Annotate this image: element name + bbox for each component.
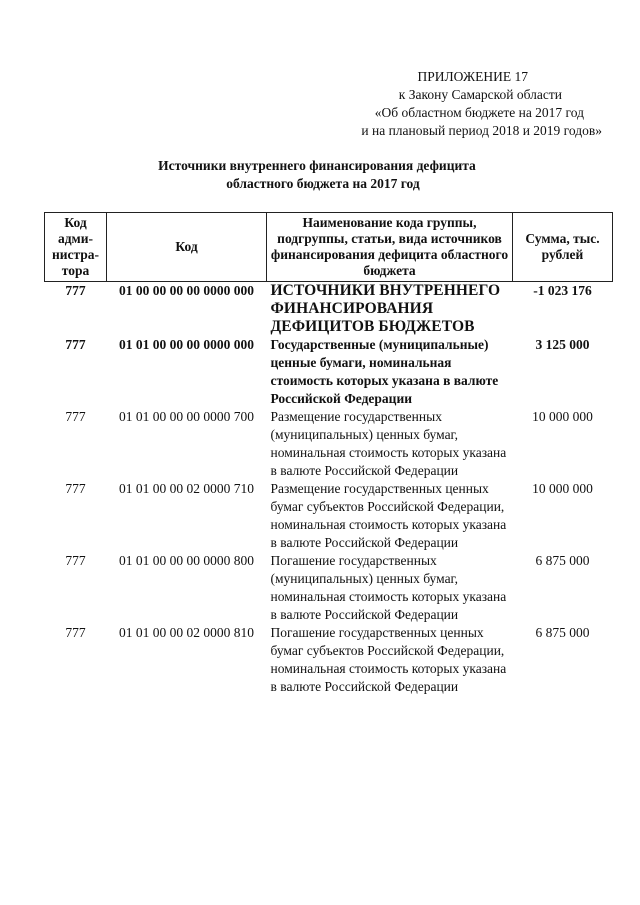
header-sum: Сумма, тыс. рублей xyxy=(513,213,613,282)
financing-sources-table xyxy=(44,212,613,696)
cell-sum: 10 000 000 xyxy=(532,481,593,496)
document-title xyxy=(0,157,640,193)
cell-sum: 10 000 000 xyxy=(532,409,593,424)
cell-name: Размещение государственных (муниципальных) ценных бумаг, номинальная стоимость которых указана в валюте Российской Федерации xyxy=(270,409,507,478)
header-code: Код xyxy=(107,213,267,282)
appendix-block xyxy=(282,68,602,140)
cell-name: Размещение государственных ценных бумаг субъектов Российской Федерации, номинальная стоимость которых указана в валюте Российской Федерации xyxy=(270,481,507,550)
table-row xyxy=(45,480,613,552)
cell-admin: 777 xyxy=(65,283,86,298)
table-row xyxy=(45,336,613,408)
cell-sum: 3 125 000 xyxy=(535,337,590,352)
cell-code: 01 01 00 00 02 0000 810 xyxy=(119,625,254,640)
cell-name: Государственные (муниципальные) ценные бумаги, номинальная стоимость которых указана в валюте Российской Федерации xyxy=(270,337,499,406)
cell-code: 01 01 00 00 00 0000 000 xyxy=(119,337,254,352)
document-title-line-2: областного бюджета на 2017 год xyxy=(226,176,420,191)
table-header-row xyxy=(45,213,613,282)
table-row xyxy=(45,282,613,337)
appendix-number: ПРИЛОЖЕНИЕ 17 xyxy=(417,69,528,84)
document-title-line-1: Источники внутреннего финансирования дефицита xyxy=(158,158,476,173)
cell-name: Погашение государственных ценных бумаг субъектов Российской Федерации, номинальная стоимость которых указана в валюте Российской Федерации xyxy=(270,625,507,694)
cell-admin: 777 xyxy=(65,337,86,352)
table-row xyxy=(45,552,613,624)
cell-sum: -1 023 176 xyxy=(533,283,592,298)
cell-code: 01 01 00 00 00 0000 700 xyxy=(119,409,254,424)
cell-admin: 777 xyxy=(65,553,86,568)
cell-admin: 777 xyxy=(65,409,86,424)
appendix-law-title: «Об областном бюджете на 2017 год xyxy=(374,105,584,120)
cell-sum: 6 875 000 xyxy=(535,625,590,640)
table-row xyxy=(45,408,613,480)
cell-code: 01 01 00 00 02 0000 710 xyxy=(119,481,254,496)
cell-name: ИСТОЧНИКИ ВНУТРЕННЕГО ФИНАНСИРОВАНИЯ ДЕФИЦИТОВ БЮДЖЕТОВ xyxy=(270,282,501,335)
cell-admin: 777 xyxy=(65,481,86,496)
header-name: Наименование кода группы, подгруппы, статьи, вида источников финансирования дефицита областного бюджета xyxy=(267,213,513,282)
cell-name: Погашение государственных (муниципальных) ценных бумаг, номинальная стоимость которых указана в валюте Российской Федерации xyxy=(270,553,507,622)
table-row xyxy=(45,624,613,696)
cell-code: 01 00 00 00 00 0000 000 xyxy=(119,283,254,298)
cell-sum: 6 875 000 xyxy=(535,553,590,568)
cell-code: 01 01 00 00 00 0000 800 xyxy=(119,553,254,568)
cell-admin: 777 xyxy=(65,625,86,640)
header-admin-code: Код адми-нистра-тора xyxy=(45,213,107,282)
appendix-law-ref: к Закону Самарской области xyxy=(398,87,562,102)
appendix-law-period: и на плановый период 2018 и 2019 годов» xyxy=(361,123,602,138)
